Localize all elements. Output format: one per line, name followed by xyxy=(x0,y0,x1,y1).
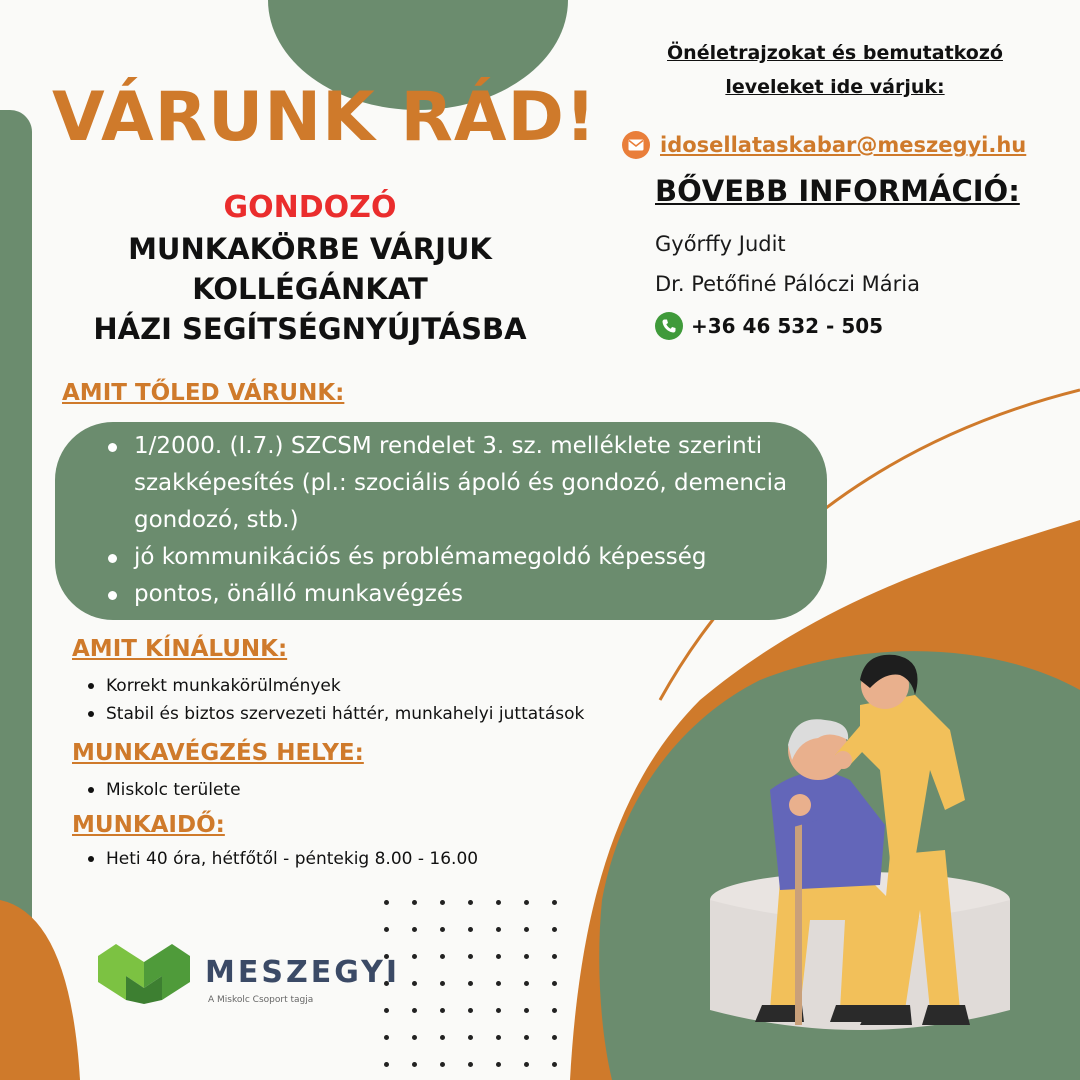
decor-dot xyxy=(412,981,417,986)
decor-dot xyxy=(524,1062,529,1067)
contact-intro-line-1: Önéletrajzokat és bemutatkozó xyxy=(667,42,1003,64)
headline: VÁRUNK RÁD! xyxy=(52,78,597,157)
decor-dot xyxy=(496,1035,501,1040)
decor-dot xyxy=(552,981,557,986)
decor-dot xyxy=(384,927,389,932)
dot-grid-decoration xyxy=(384,900,564,1070)
hours-list xyxy=(78,845,478,873)
list-item: pontos, önálló munkavégzés xyxy=(100,576,820,613)
envelope-icon xyxy=(622,131,650,159)
decor-dot xyxy=(412,900,417,905)
logo-tagline: A Miskolc Csoport tagja xyxy=(208,995,314,1005)
decor-dot xyxy=(496,1008,501,1013)
caregiver-illustration xyxy=(700,650,1030,1070)
decor-dot xyxy=(552,954,557,959)
caregiver-hand xyxy=(834,751,852,769)
decor-dot xyxy=(496,981,501,986)
left-green-bar xyxy=(0,110,32,930)
info-title: BŐVEBB INFORMÁCIÓ: xyxy=(655,174,1020,208)
decor-dot xyxy=(440,900,445,905)
decor-dot xyxy=(440,1062,445,1067)
offer-list xyxy=(78,672,584,728)
decor-dot xyxy=(524,954,529,959)
man-sweater xyxy=(770,772,885,890)
decor-dot xyxy=(468,900,473,905)
decor-dot xyxy=(412,1008,417,1013)
list-item: Heti 40 óra, hétfőtől - péntekig 8.00 - 16.00 xyxy=(78,845,478,873)
requirements-list xyxy=(100,428,820,613)
role-line-2: KOLLÉGÁNKAT xyxy=(192,272,428,306)
phone-row[interactable] xyxy=(655,312,883,340)
phone-icon xyxy=(655,312,683,340)
logo-wordmark: MESZEGYI xyxy=(205,955,401,990)
decor-dot xyxy=(524,1008,529,1013)
list-item: Korrekt munkakörülmények xyxy=(78,672,584,700)
role-line-3: HÁZI SEGÍTSÉGNYÚJTÁSBA xyxy=(93,312,527,346)
decor-dot xyxy=(440,981,445,986)
list-item: 1/2000. (I.7.) SZCSM rendelet 3. sz. melléklete szerinti szakképesítés (pl.: szociális ápoló és gondozó, demencia gondozó, stb.) xyxy=(100,428,820,539)
meszegyi-logo-icon xyxy=(98,944,190,1004)
decor-dot xyxy=(524,1035,529,1040)
decor-dot xyxy=(384,1062,389,1067)
offer-heading: AMIT KÍNÁLUNK: xyxy=(72,636,288,662)
decor-dot xyxy=(496,900,501,905)
email-link[interactable]: idosellataskabar@meszegyi.hu xyxy=(660,133,1027,157)
decor-dot xyxy=(412,1062,417,1067)
decor-dot xyxy=(440,1035,445,1040)
role-line-1: MUNKAKÖRBE VÁRJUK xyxy=(128,232,492,266)
decor-dot xyxy=(440,1008,445,1013)
list-item: jó kommunikációs és problémamegoldó képesség xyxy=(100,539,820,576)
email-row[interactable] xyxy=(622,128,1026,162)
decor-dot xyxy=(468,1035,473,1040)
decor-dot xyxy=(524,900,529,905)
decor-dot xyxy=(552,1035,557,1040)
decor-dot xyxy=(440,927,445,932)
contact-name-2: Dr. Petőfiné Pálóczi Mária xyxy=(655,272,920,296)
caregiver-shoe-right xyxy=(922,1005,970,1025)
decor-dot xyxy=(524,981,529,986)
role-title: GONDOZÓ xyxy=(223,190,397,225)
decor-dot xyxy=(412,954,417,959)
bottom-left-orange xyxy=(0,900,80,1080)
decor-dot xyxy=(496,927,501,932)
decor-dot xyxy=(384,1035,389,1040)
decor-dot xyxy=(468,1062,473,1067)
cane xyxy=(795,800,802,1025)
decor-dot xyxy=(468,981,473,986)
contact-name-1: Győrffy Judit xyxy=(655,232,786,256)
decor-dot xyxy=(496,1062,501,1067)
contact-intro-line-2: leveleket ide várjuk: xyxy=(725,76,945,98)
man-hand xyxy=(789,794,811,816)
list-item: Miskolc területe xyxy=(78,776,241,804)
list-item: Stabil és biztos szervezeti háttér, munkahelyi juttatások xyxy=(78,700,584,728)
decor-dot xyxy=(496,954,501,959)
decor-dot xyxy=(384,900,389,905)
decor-dot xyxy=(524,927,529,932)
decor-dot xyxy=(552,1008,557,1013)
decor-dot xyxy=(552,900,557,905)
decor-dot xyxy=(552,927,557,932)
decor-dot xyxy=(468,927,473,932)
location-heading: MUNKAVÉGZÉS HELYE: xyxy=(72,740,364,766)
decor-dot xyxy=(412,927,417,932)
decor-dot xyxy=(384,1008,389,1013)
location-list xyxy=(78,776,241,804)
decor-dot xyxy=(468,954,473,959)
requirements-heading: AMIT TŐLED VÁRUNK: xyxy=(62,380,345,406)
decor-dot xyxy=(440,954,445,959)
phone-number[interactable]: +36 46 532 - 505 xyxy=(691,314,884,338)
decor-dot xyxy=(412,1035,417,1040)
hours-heading: MUNKAIDŐ: xyxy=(72,812,225,838)
decor-dot xyxy=(468,1008,473,1013)
decor-dot xyxy=(552,1062,557,1067)
